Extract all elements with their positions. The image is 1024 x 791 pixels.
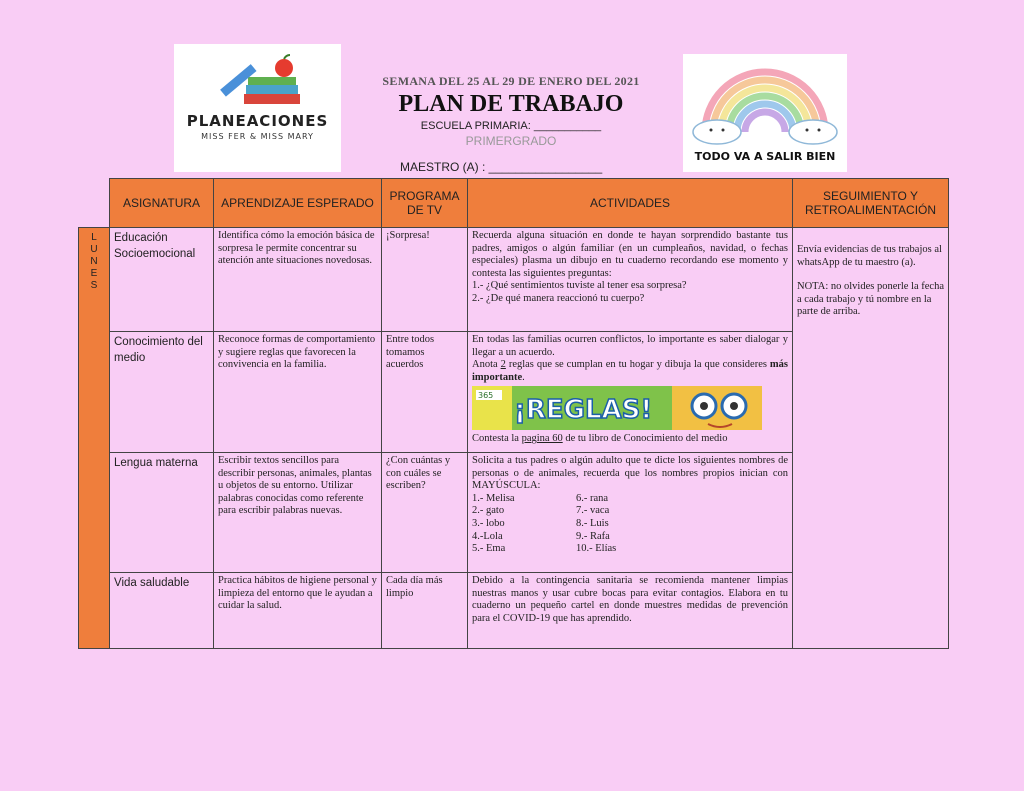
reglas-banner [472, 386, 762, 430]
learning-cell: Practica hábitos de higiene personal y limpieza del entorno que le ayudan a cuidar la salud. [214, 573, 382, 649]
list-item: 1.- Melisa 6.- rana [472, 492, 609, 504]
subject-cell: Educación Socioemocional [110, 228, 214, 332]
day-label: L U N E S [79, 228, 110, 649]
list-item: 2.- gato 7.- vaca [472, 505, 610, 517]
tv-cell: Cada día más limpio [382, 573, 468, 649]
subject-cell: Vida saludable [110, 573, 214, 649]
header-followup: SEGUIMIENTO Y RETROALIMENTACIÓN [793, 179, 949, 228]
rainbow-clouds-icon [689, 60, 841, 146]
header-activities: ACTIVIDADES [468, 179, 793, 228]
header-tv: PROGRAMA DE TV [382, 179, 468, 228]
planeaciones-logo [174, 44, 341, 172]
teacher-field: MAESTRO (A) : _________________ [400, 160, 603, 174]
subject-cell: Lengua materna [110, 453, 214, 573]
followup-note: NOTA: no olvides ponerle la fecha a cada trabajo y tú nombre en la parte de arriba. [797, 281, 944, 318]
page-title: PLAN DE TRABAJO [398, 91, 624, 117]
list-item: 5.- Ema 10.- Elías [472, 543, 617, 555]
activity-cell: Solicita a tus padres o algún adulto que te dicte los siguientes nombres de personas o de animales, recuerda que los nombres propios inician con MAYÚSCULA: 1.- Melisa 6.- rana 2.- gato 7.- vaca 3.- lobo 8.- Luis 4.-Lola 9.- Rafa 5.- Ema 10.- Elías [468, 453, 793, 573]
subject-cell: Conocimiento del medio [110, 332, 214, 453]
tv-cell: ¿Con cuántas y con cuáles se escriben? [382, 453, 468, 573]
followup-text: Envía evidencias de tus trabajos al whatsApp de tu maestro (a). [797, 244, 942, 268]
activity-cell: Recuerda alguna situación en donde te hayan sorprendido bastante tus padres, amigos o algún familiar (en un cumpleaños, navidad, o fechas especiales) plasma un dibujo en tu cuaderno recordando ese momento y contesta las siguientes preguntas: 1.- ¿Qué sentimientos tuviste al tener esa sorpresa? 2.- ¿De qué manera reaccionó tu cuerpo? [468, 228, 793, 332]
learning-cell: Escribir textos sencillos para describir personas, animales, plantas u objetos de su entorno. Utilizar palabras conocidas como referente para escribir palabras nuevas. [214, 453, 382, 573]
brand-name: PLANEACIONES [186, 112, 329, 130]
banner-small-text: 365 [478, 391, 494, 401]
school-field: ESCUELA PRIMARIA: ___________ [420, 120, 602, 132]
table-row [79, 228, 949, 332]
list-item: 4.-Lola 9.- Rafa [472, 530, 610, 542]
learning-cell: Identifica cómo la emoción básica de sorpresa le permite concentrar su atención ante situaciones novedosas. [214, 228, 382, 332]
tv-cell: Entre todos tomamos acuerdos [382, 332, 468, 453]
corner-cell [79, 179, 110, 228]
activity-cell: Debido a la contingencia sanitaria se recomienda mantener limpias nuestras manos y usar cubre bocas para evitar contagios. Elabora en tu cuaderno un pequeño cartel en donde muestres medidas de prevención para el COVID-19 que has aprendido. [468, 573, 793, 649]
list-item: 3.- lobo 8.- Luis [472, 517, 609, 529]
document-header [340, 74, 682, 149]
header-subject: ASIGNATURA [110, 179, 214, 228]
learning-cell: Reconoce formas de comportamiento y sugiere reglas que favorecen la convivencia en la familia. [214, 332, 382, 453]
banner-text: ¡REGLAS! [514, 395, 653, 426]
rainbow-caption: TODO VA A SALIR BIEN [694, 150, 836, 163]
books-apple-icon [214, 54, 304, 110]
followup-cell [793, 228, 949, 649]
week-range: SEMANA DEL 25 AL 29 DE ENERO DEL 2021 [382, 74, 640, 88]
grade-label: PRIMERGRADO [465, 134, 557, 148]
brand-subtitle: MISS FER & MISS MARY [201, 132, 314, 141]
tv-cell: ¡Sorpresa! [382, 228, 468, 332]
header-learning: APRENDIZAJE ESPERADO [214, 179, 382, 228]
work-plan-table [78, 178, 949, 649]
rainbow-logo [683, 54, 847, 172]
activity-cell: En todas las familias ocurren conflictos, lo importante es saber dialogar y llegar a un acuerdo. Anota 2 reglas que se cumplan en tu hogar y dibuja la que consideres más importante. 365 ¡REGLAS! Contesta la pagina 60 de tu libro de Conocimiento del medio [468, 332, 793, 453]
